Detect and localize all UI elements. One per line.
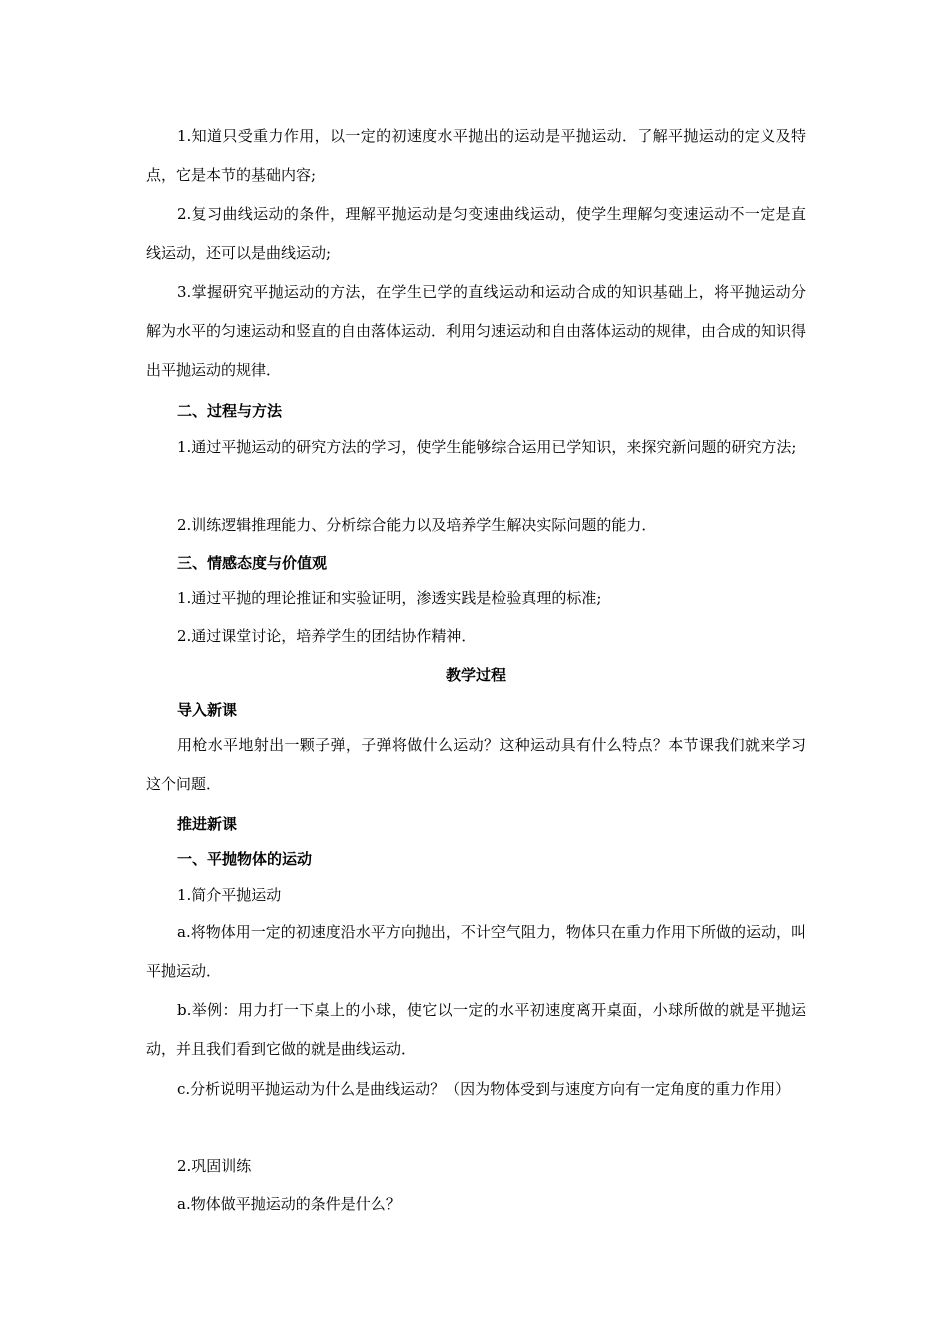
intro-heading: 导入新课 — [177, 701, 238, 719]
subsection-1-item-b: b.举例：用力打一下桌上的小球，使它以一定的水平初速度离开桌面，小球所做的就是平抛运动，并且我们看到它做的就是曲线运动． — [146, 1001, 806, 1058]
process-item-2: 2.训练逻辑推理能力、分析综合能力以及培养学生解决实际问题的能力． — [177, 516, 657, 534]
subsection-2-title: 2.巩固训练 — [177, 1157, 252, 1175]
new-lesson-heading: 推进新课 — [177, 815, 238, 833]
knowledge-item-2: 2.复习曲线运动的条件，理解平抛运动是匀变速曲线运动，使学生理解匀变速运动不一定是直线运动，还可以是曲线运动; — [146, 205, 806, 262]
subsection-1-item-c: c.分析说明平抛运动为什么是曲线运动？（因为物体受到与速度方向有一定角度的重力作用） — [177, 1080, 791, 1098]
section1-heading: 一、平抛物体的运动 — [177, 850, 313, 868]
attitude-item-2: 2.通过课堂讨论，培养学生的团结协作精神． — [177, 627, 477, 645]
subsection-2-item-a: a.物体做平抛运动的条件是什么？ — [177, 1195, 401, 1213]
process-method-heading: 二、过程与方法 — [177, 402, 283, 420]
process-item-1: 1.通过平抛运动的研究方法的学习，使学生能够综合运用已学知识，来探究新问题的研究方法; — [177, 438, 797, 456]
intro-text: 用枪水平地射出一颗子弹，子弹将做什么运动？这种运动具有什么特点？本节课我们就来学习这个问题． — [146, 736, 806, 793]
knowledge-item-1: 1.知道只受重力作用，以一定的初速度水平抛出的运动是平抛运动．了解平抛运动的定义及特点，它是本节的基础内容; — [146, 127, 806, 184]
attitude-item-1: 1.通过平抛的理论推证和实验证明，渗透实践是检验真理的标准; — [177, 589, 602, 607]
attitude-heading: 三、情感态度与价值观 — [177, 554, 328, 572]
knowledge-item-3: 3.掌握研究平抛运动的方法，在学生已学的直线运动和运动合成的知识基础上，将平抛运动分解为水平的匀速运动和竖直的自由落体运动．利用匀速运动和自由落体运动的规律，由合成的知识得出平抛运动的规律． — [146, 283, 807, 379]
teaching-process-title: 教学过程 — [445, 666, 506, 684]
subsection-1-title: 1.简介平抛运动 — [177, 886, 282, 904]
subsection-1-item-a: a.将物体用一定的初速度沿水平方向抛出，不计空气阻力，物体只在重力作用下所做的运动，叫平抛运动． — [146, 923, 806, 980]
